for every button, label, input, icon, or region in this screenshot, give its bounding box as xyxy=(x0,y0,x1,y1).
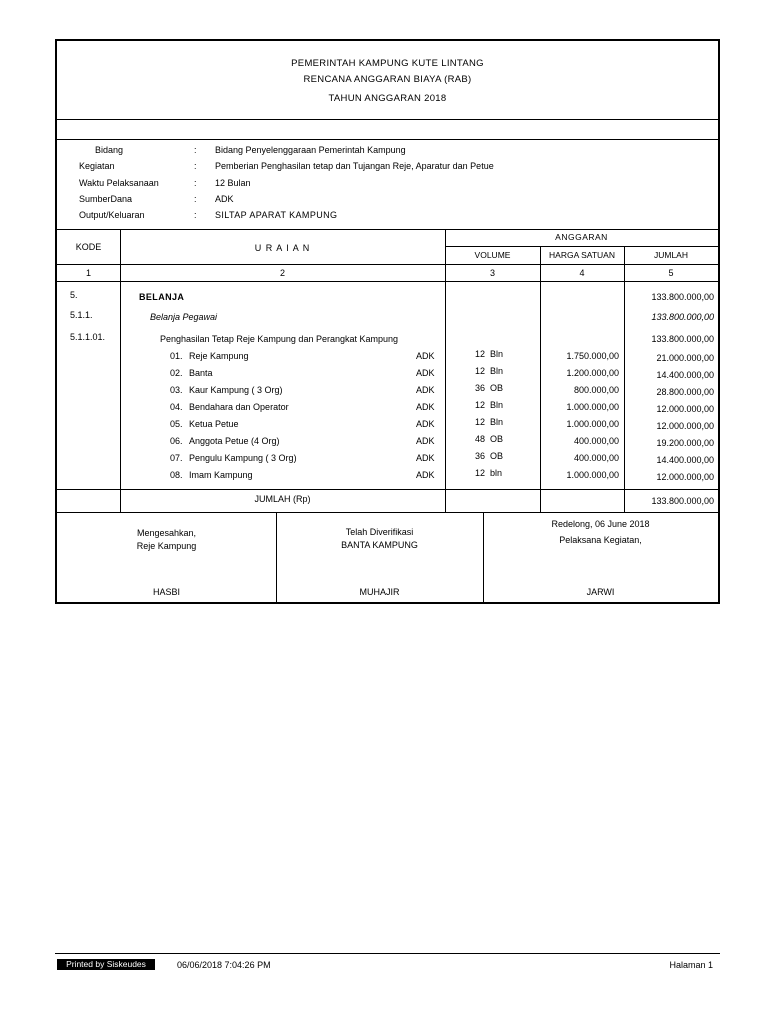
info-separator: : xyxy=(194,210,197,220)
item-source: ADK xyxy=(416,436,435,446)
item-name: Banta xyxy=(189,368,213,378)
sign-left-title2: Reje Kampung xyxy=(136,541,197,551)
group-jumlah: 133.800.000,00 xyxy=(651,334,714,344)
item-source: ADK xyxy=(416,368,435,378)
item-source: ADK xyxy=(416,419,435,429)
item-name: Kaur Kampung ( 3 Org) xyxy=(189,385,283,395)
item-number: 03. xyxy=(170,385,183,395)
item-harga: 1.750.000,00 xyxy=(566,351,619,361)
item-harga: 1.000.000,00 xyxy=(566,470,619,480)
col-volume-header: VOLUME xyxy=(474,250,511,260)
info-separator: : xyxy=(194,194,197,204)
item-unit: Bln xyxy=(490,400,504,410)
divider xyxy=(57,264,718,265)
col-number: 2 xyxy=(279,268,285,278)
col-number: 5 xyxy=(668,268,674,278)
total-value: 133.800.000,00 xyxy=(651,496,714,506)
item-harga: 1.000.000,00 xyxy=(566,402,619,412)
group-kode: 5. xyxy=(70,290,78,300)
sign-right-date: Redelong, 06 June 2018 xyxy=(551,519,650,529)
group-uraian: Belanja Pegawai xyxy=(150,312,218,322)
col-anggaran-header: ANGGARAN xyxy=(555,232,608,242)
item-jumlah: 12.000.000,00 xyxy=(656,404,714,414)
info-label: SumberDana xyxy=(79,194,133,204)
item-name: Ketua Petue xyxy=(189,419,239,429)
group-uraian: Penghasilan Tetap Reje Kampung dan Perangkat Kampung xyxy=(160,334,399,344)
footer-line xyxy=(55,953,720,954)
print-timestamp: 06/06/2018 7:04:26 PM xyxy=(177,960,271,970)
item-name: Anggota Petue (4 Org) xyxy=(189,436,280,446)
item-harga: 400.000,00 xyxy=(573,453,619,463)
sign-right-title: Pelaksana Kegiatan, xyxy=(559,535,642,545)
item-source: ADK xyxy=(416,470,435,480)
col-uraian-header: U R A I A N xyxy=(254,243,311,253)
item-name: Imam Kampung xyxy=(189,470,253,480)
sign-left-title1: Mengesahkan, xyxy=(136,528,197,538)
item-volume: 12 xyxy=(474,400,485,410)
column-line xyxy=(120,229,121,512)
item-unit: Bln xyxy=(490,417,504,427)
item-number: 06. xyxy=(170,436,183,446)
item-source: ADK xyxy=(416,351,435,361)
info-value: Pemberian Penghasilan tetap dan Tujangan Reje, Aparatur dan Petue xyxy=(215,161,494,171)
info-label: Kegiatan xyxy=(79,161,115,171)
group-jumlah: 133.800.000,00 xyxy=(651,292,714,302)
group-jumlah: 133.800.000,00 xyxy=(651,312,714,322)
item-harga: 400.000,00 xyxy=(573,436,619,446)
sign-left-name: HASBI xyxy=(152,587,180,597)
info-value: SILTAP APARAT KAMPUNG xyxy=(215,210,338,220)
group-kode: 5.1.1. xyxy=(70,310,93,320)
col-kode-header: KODE xyxy=(75,242,102,252)
col-number: 1 xyxy=(85,268,91,278)
divider xyxy=(57,229,718,230)
header-line-2: RENCANA ANGGARAN BIAYA (RAB) xyxy=(303,74,472,85)
item-number: 05. xyxy=(170,419,183,429)
page-number: Halaman 1 xyxy=(669,960,713,970)
info-label: Output/Keluaran xyxy=(79,210,145,220)
divider xyxy=(445,246,718,247)
item-volume: 12 xyxy=(474,417,485,427)
divider xyxy=(57,489,718,490)
item-number: 01. xyxy=(170,351,183,361)
divider xyxy=(57,119,718,120)
group-kode: 5.1.1.01. xyxy=(70,332,106,342)
info-label: Waktu Pelaksanaan xyxy=(79,178,159,188)
col-number: 3 xyxy=(489,268,495,278)
item-unit: OB xyxy=(490,434,504,444)
divider xyxy=(57,281,718,282)
item-name: Reje Kampung xyxy=(189,351,249,361)
item-name: Bendahara dan Operator xyxy=(189,402,289,412)
item-source: ADK xyxy=(416,385,435,395)
item-harga: 1.000.000,00 xyxy=(566,419,619,429)
info-separator: : xyxy=(194,161,197,171)
item-volume: 12 xyxy=(474,349,485,359)
item-source: ADK xyxy=(416,453,435,463)
item-volume: 12 xyxy=(474,468,485,478)
item-jumlah: 12.000.000,00 xyxy=(656,472,714,482)
total-label: JUMLAH (Rp) xyxy=(254,494,311,504)
divider xyxy=(57,139,718,140)
sign-right-name: JARWI xyxy=(586,587,615,597)
divider xyxy=(57,512,718,513)
item-unit: Bln xyxy=(490,349,504,359)
item-number: 02. xyxy=(170,368,183,378)
item-volume: 36 xyxy=(474,451,485,461)
info-separator: : xyxy=(194,145,197,155)
item-jumlah: 12.000.000,00 xyxy=(656,421,714,431)
sign-mid-title1: Telah Diverifikasi xyxy=(345,527,414,537)
col-harga-header: HARGA SATUAN xyxy=(549,250,615,260)
item-volume: 36 xyxy=(474,383,485,393)
item-source: ADK xyxy=(416,402,435,412)
printed-by-label: Printed by Siskeudes xyxy=(57,959,155,970)
item-volume: 12 xyxy=(474,366,485,376)
item-jumlah: 21.000.000,00 xyxy=(656,353,714,363)
item-number: 04. xyxy=(170,402,183,412)
item-jumlah: 14.400.000,00 xyxy=(656,455,714,465)
col-jumlah-header: JUMLAH xyxy=(653,250,688,260)
item-name: Pengulu Kampung ( 3 Org) xyxy=(189,453,297,463)
item-jumlah: 19.200.000,00 xyxy=(656,438,714,448)
item-unit: Bln xyxy=(490,366,504,376)
sign-mid-name: MUHAJIR xyxy=(359,587,400,597)
info-value: 12 Bulan xyxy=(215,178,251,188)
item-unit: OB xyxy=(490,383,504,393)
col-number: 4 xyxy=(579,268,585,278)
item-jumlah: 28.800.000,00 xyxy=(656,387,714,397)
item-jumlah: 14.400.000,00 xyxy=(656,370,714,380)
item-number: 07. xyxy=(170,453,183,463)
item-harga: 800.000,00 xyxy=(573,385,619,395)
header-line-1: PEMERINTAH KAMPUNG KUTE LINTANG xyxy=(291,58,484,69)
sign-mid-title2: BANTA KAMPUNG xyxy=(341,540,418,550)
info-separator: : xyxy=(194,178,197,188)
info-label: Bidang xyxy=(95,145,124,155)
header-line-3: TAHUN ANGGARAN 2018 xyxy=(328,93,447,104)
info-value: ADK xyxy=(215,194,234,204)
info-value: Bidang Penyelenggaraan Pemerintah Kampung xyxy=(215,145,406,155)
item-unit: bln xyxy=(490,468,503,478)
item-volume: 48 xyxy=(474,434,485,444)
item-number: 08. xyxy=(170,470,183,480)
column-line xyxy=(445,229,446,512)
group-uraian: BELANJA xyxy=(139,292,185,302)
item-unit: OB xyxy=(490,451,504,461)
rab-document xyxy=(55,39,720,604)
item-harga: 1.200.000,00 xyxy=(566,368,619,378)
